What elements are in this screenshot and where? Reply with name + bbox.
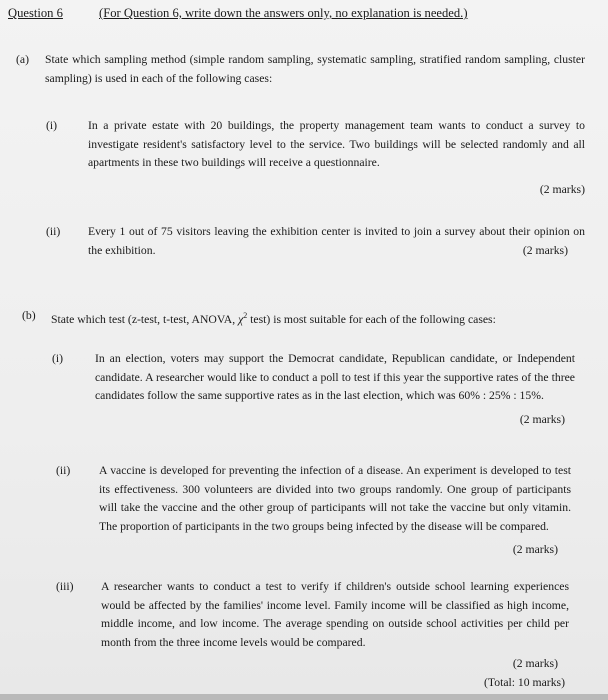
part-b-item-1-numeral: (i): [52, 352, 64, 365]
total-marks: (Total: 10 marks): [484, 676, 565, 689]
part-a-label: (a): [16, 53, 29, 66]
part-b-item-3-text: A researcher wants to conduct a test to verify if children's outside school learning experiences would be affected by the families' income level. Family income will be classified as high income, middle income, and low income. The average spending on outside school activities per child per month from the three income levels would be compared.: [101, 580, 569, 649]
question-label: Question 6: [8, 6, 63, 20]
part-a-item-1-numeral: (i): [46, 119, 58, 132]
part-b-label: (b): [22, 309, 36, 322]
chi-symbol: χ: [238, 312, 244, 326]
part-a-item-2-numeral: (ii): [46, 225, 61, 238]
part-b-item-2-numeral: (ii): [56, 464, 71, 477]
chi-superscript: 2: [243, 311, 248, 320]
part-b-item-1-marks: (2 marks): [519, 413, 565, 426]
part-b-item-3-numeral: (iii): [56, 580, 74, 593]
part-b-prompt: [51, 307, 496, 329]
bottom-edge-shadow: [0, 694, 608, 700]
part-a-item-1-text: In a private estate with 20 buildings, the property management team wants to conduct a survey to investigate resident's satisfactory level to the service. Two buildings will be selected randomly and all apartments in these two buildings will receive a questionnaire.: [88, 119, 585, 170]
part-a-item-2-marks: (2 marks): [522, 244, 568, 257]
part-a-prompt: State which sampling method (simple random sampling, systematic sampling, stratified random sampling, cluster sampling) is used in each of the following cases:: [45, 53, 585, 85]
part-b-item-2-marks: (2 marks): [512, 543, 558, 556]
part-a-item-1-marks: (2 marks): [539, 183, 585, 196]
part-b-item-3-marks: (2 marks): [512, 657, 558, 670]
part-b-prompt-start: State which test (z-test, t-test, ANOVA,: [51, 312, 239, 326]
part-b-item-1-text: In an election, voters may support the Democrat candidate, Republican candidate, or Independent candidate. A researcher would like to conduct a poll to test if this year the supportive rates of the three candidates follow the same supportive rates as in the last election, which was 60% : 25% : 15%.: [95, 352, 575, 403]
part-b-prompt-end: test) is most suitable for each of the following cases:: [247, 312, 496, 326]
part-a-item-2-text: Every 1 out of 75 visitors leaving the exhibition center is invited to join a survey about their opinion on the exhibition.: [88, 225, 585, 257]
part-b-item-2-text: A vaccine is developed for preventing the infection of a disease. An experiment is developed to test its effectiveness. 300 volunteers are divided into two groups randomly. One group of participants will take the vaccine and the other group of participants will not take the vaccine but only vitamin. The proportion of participants in the two groups being infected by the disease will be compared.: [99, 464, 571, 533]
question-instruction: (For Question 6, write down the answers only, no explanation is needed.): [99, 6, 468, 20]
